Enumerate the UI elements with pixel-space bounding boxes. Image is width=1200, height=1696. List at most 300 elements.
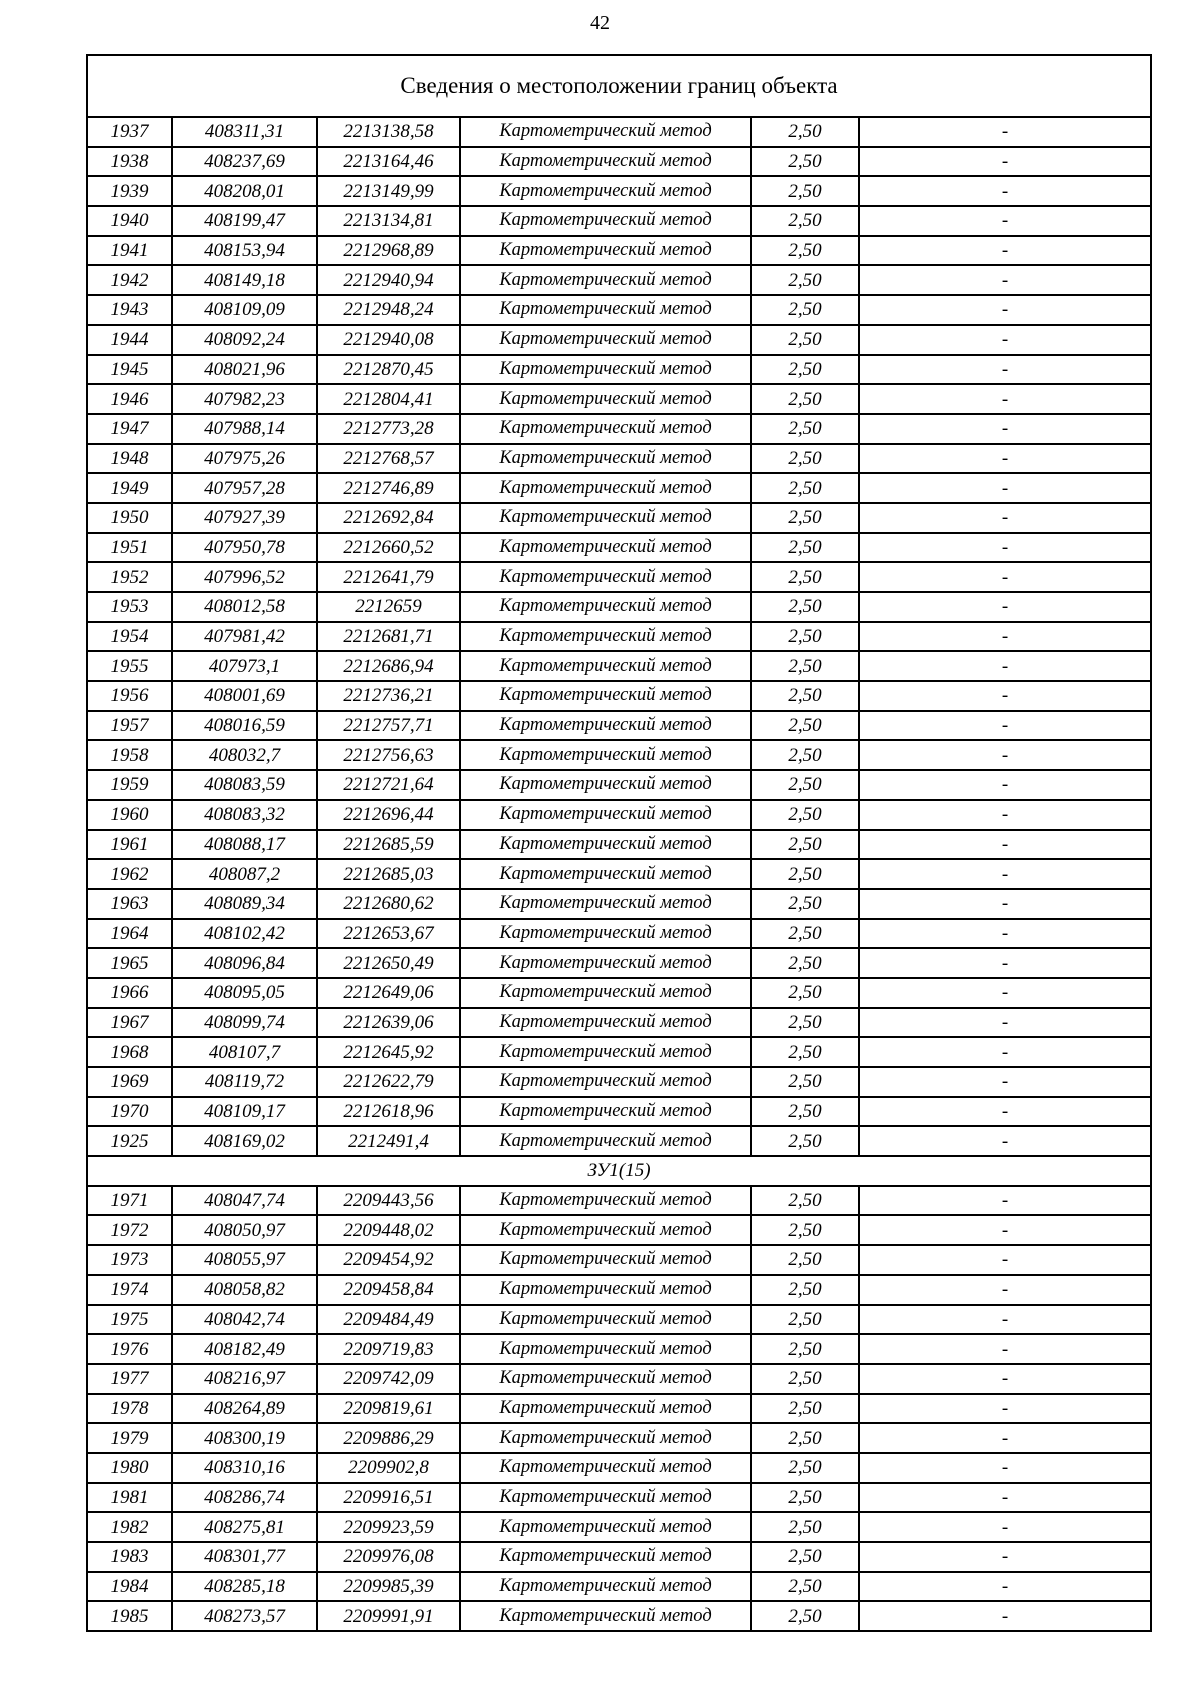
method-cell: Картометрический метод [460, 622, 751, 652]
y-coordinate-cell: 2212680,62 [317, 889, 460, 919]
method-cell: Картометрический метод [460, 651, 751, 681]
precision-cell: 2,50 [751, 1453, 859, 1483]
point-number-cell: 1973 [87, 1245, 172, 1275]
description-cell: - [859, 740, 1151, 770]
method-cell: Картометрический метод [460, 473, 751, 503]
y-coordinate-cell: 2209916,51 [317, 1483, 460, 1513]
precision-cell: 2,50 [751, 1037, 859, 1067]
method-cell: Картометрический метод [460, 978, 751, 1008]
point-number-cell: 1944 [87, 325, 172, 355]
description-cell: - [859, 622, 1151, 652]
method-cell: Картометрический метод [460, 1126, 751, 1156]
table-row [87, 236, 1151, 266]
point-number-cell: 1975 [87, 1305, 172, 1335]
x-coordinate-cell: 408102,42 [172, 919, 317, 949]
method-cell: Картометрический метод [460, 919, 751, 949]
precision-cell: 2,50 [751, 1186, 859, 1216]
precision-cell: 2,50 [751, 1126, 859, 1156]
point-number-cell: 1984 [87, 1572, 172, 1602]
description-cell: - [859, 355, 1151, 385]
precision-cell: 2,50 [751, 117, 859, 147]
description-cell: - [859, 681, 1151, 711]
method-cell: Картометрический метод [460, 444, 751, 474]
table-row [87, 117, 1151, 147]
precision-cell: 2,50 [751, 176, 859, 206]
y-coordinate-cell: 2212659 [317, 592, 460, 622]
description-cell: - [859, 1334, 1151, 1364]
x-coordinate-cell: 408083,32 [172, 800, 317, 830]
y-coordinate-cell: 2209443,56 [317, 1186, 460, 1216]
table-row [87, 1008, 1151, 1038]
table-row [87, 1305, 1151, 1335]
method-cell: Картометрический метод [460, 859, 751, 889]
method-cell: Картометрический метод [460, 800, 751, 830]
description-cell: - [859, 444, 1151, 474]
y-coordinate-cell: 2212757,71 [317, 711, 460, 741]
description-cell: - [859, 1572, 1151, 1602]
x-coordinate-cell: 407957,28 [172, 473, 317, 503]
point-number-cell: 1960 [87, 800, 172, 830]
x-coordinate-cell: 407981,42 [172, 622, 317, 652]
precision-cell: 2,50 [751, 681, 859, 711]
precision-cell: 2,50 [751, 533, 859, 563]
x-coordinate-cell: 408149,18 [172, 265, 317, 295]
method-cell: Картометрический метод [460, 176, 751, 206]
point-number-cell: 1972 [87, 1215, 172, 1245]
description-cell: - [859, 1453, 1151, 1483]
method-cell: Картометрический метод [460, 1542, 751, 1572]
point-number-cell: 1939 [87, 176, 172, 206]
precision-cell: 2,50 [751, 1364, 859, 1394]
method-cell: Картометрический метод [460, 1186, 751, 1216]
x-coordinate-cell: 408208,01 [172, 176, 317, 206]
point-number-cell: 1942 [87, 265, 172, 295]
precision-cell: 2,50 [751, 325, 859, 355]
x-coordinate-cell: 408182,49 [172, 1334, 317, 1364]
method-cell: Картометрический метод [460, 1037, 751, 1067]
y-coordinate-cell: 2212870,45 [317, 355, 460, 385]
description-cell: - [859, 414, 1151, 444]
table-row [87, 1423, 1151, 1453]
table-row [87, 1483, 1151, 1513]
description-cell: - [859, 384, 1151, 414]
y-coordinate-cell: 2212641,79 [317, 562, 460, 592]
table-row [87, 1542, 1151, 1572]
y-coordinate-cell: 2212650,49 [317, 948, 460, 978]
table-row [87, 1334, 1151, 1364]
method-cell: Картометрический метод [460, 533, 751, 563]
precision-cell: 2,50 [751, 1067, 859, 1097]
precision-cell: 2,50 [751, 711, 859, 741]
method-cell: Картометрический метод [460, 355, 751, 385]
y-coordinate-cell: 2212645,92 [317, 1037, 460, 1067]
precision-cell: 2,50 [751, 384, 859, 414]
precision-cell: 2,50 [751, 919, 859, 949]
method-cell: Картометрический метод [460, 948, 751, 978]
table-row [87, 889, 1151, 919]
method-cell: Картометрический метод [460, 265, 751, 295]
description-cell: - [859, 117, 1151, 147]
description-cell: - [859, 473, 1151, 503]
method-cell: Картометрический метод [460, 740, 751, 770]
x-coordinate-cell: 408311,31 [172, 117, 317, 147]
precision-cell: 2,50 [751, 1512, 859, 1542]
y-coordinate-cell: 2209484,49 [317, 1305, 460, 1335]
precision-cell: 2,50 [751, 889, 859, 919]
description-cell: - [859, 562, 1151, 592]
method-cell: Картометрический метод [460, 206, 751, 236]
y-coordinate-cell: 2212968,89 [317, 236, 460, 266]
y-coordinate-cell: 2213138,58 [317, 117, 460, 147]
description-cell: - [859, 1126, 1151, 1156]
x-coordinate-cell: 408096,84 [172, 948, 317, 978]
point-number-cell: 1977 [87, 1364, 172, 1394]
precision-cell: 2,50 [751, 770, 859, 800]
table-row [87, 444, 1151, 474]
table-row [87, 1364, 1151, 1394]
description-cell: - [859, 1394, 1151, 1424]
y-coordinate-cell: 2212756,63 [317, 740, 460, 770]
point-number-cell: 1950 [87, 503, 172, 533]
description-cell: - [859, 325, 1151, 355]
y-coordinate-cell: 2212639,06 [317, 1008, 460, 1038]
x-coordinate-cell: 407950,78 [172, 533, 317, 563]
precision-cell: 2,50 [751, 562, 859, 592]
y-coordinate-cell: 2212681,71 [317, 622, 460, 652]
x-coordinate-cell: 408089,34 [172, 889, 317, 919]
x-coordinate-cell: 408109,09 [172, 295, 317, 325]
table-row [87, 265, 1151, 295]
method-cell: Картометрический метод [460, 1483, 751, 1513]
x-coordinate-cell: 408301,77 [172, 1542, 317, 1572]
table-row [87, 1394, 1151, 1424]
y-coordinate-cell: 2209902,8 [317, 1453, 460, 1483]
description-cell: - [859, 1423, 1151, 1453]
precision-cell: 2,50 [751, 444, 859, 474]
method-cell: Картометрический метод [460, 1394, 751, 1424]
table-row [87, 562, 1151, 592]
x-coordinate-cell: 408273,57 [172, 1601, 317, 1631]
point-number-cell: 1961 [87, 830, 172, 860]
point-number-cell: 1952 [87, 562, 172, 592]
description-cell: - [859, 800, 1151, 830]
y-coordinate-cell: 2212660,52 [317, 533, 460, 563]
y-coordinate-cell: 2213164,46 [317, 147, 460, 177]
table-row [87, 147, 1151, 177]
y-coordinate-cell: 2212768,57 [317, 444, 460, 474]
method-cell: Картометрический метод [460, 1364, 751, 1394]
method-cell: Картометрический метод [460, 770, 751, 800]
y-coordinate-cell: 2212948,24 [317, 295, 460, 325]
precision-cell: 2,50 [751, 592, 859, 622]
table-row [87, 384, 1151, 414]
method-cell: Картометрический метод [460, 681, 751, 711]
point-number-cell: 1985 [87, 1601, 172, 1631]
description-cell: - [859, 265, 1151, 295]
table-title: Сведения о местоположении границ объекта [87, 55, 1151, 117]
table-row [87, 1186, 1151, 1216]
x-coordinate-cell: 408032,7 [172, 740, 317, 770]
table-row [87, 1453, 1151, 1483]
description-cell: - [859, 1483, 1151, 1513]
description-cell: - [859, 1275, 1151, 1305]
table-row [87, 770, 1151, 800]
precision-cell: 2,50 [751, 800, 859, 830]
x-coordinate-cell: 408300,19 [172, 1423, 317, 1453]
x-coordinate-cell: 408199,47 [172, 206, 317, 236]
description-cell: - [859, 1512, 1151, 1542]
y-coordinate-cell: 2209454,92 [317, 1245, 460, 1275]
point-number-cell: 1966 [87, 978, 172, 1008]
point-number-cell: 1976 [87, 1334, 172, 1364]
y-coordinate-cell: 2212685,59 [317, 830, 460, 860]
description-cell: - [859, 1305, 1151, 1335]
precision-cell: 2,50 [751, 622, 859, 652]
method-cell: Картометрический метод [460, 325, 751, 355]
x-coordinate-cell: 407982,23 [172, 384, 317, 414]
point-number-cell: 1943 [87, 295, 172, 325]
description-cell: - [859, 770, 1151, 800]
method-cell: Картометрический метод [460, 562, 751, 592]
precision-cell: 2,50 [751, 1245, 859, 1275]
y-coordinate-cell: 2212618,96 [317, 1097, 460, 1127]
x-coordinate-cell: 408088,17 [172, 830, 317, 860]
table-row [87, 919, 1151, 949]
precision-cell: 2,50 [751, 414, 859, 444]
method-cell: Картометрический метод [460, 592, 751, 622]
y-coordinate-cell: 2209448,02 [317, 1215, 460, 1245]
y-coordinate-cell: 2212746,89 [317, 473, 460, 503]
description-cell: - [859, 1067, 1151, 1097]
y-coordinate-cell: 2212649,06 [317, 978, 460, 1008]
y-coordinate-cell: 2209886,29 [317, 1423, 460, 1453]
x-coordinate-cell: 408099,74 [172, 1008, 317, 1038]
x-coordinate-cell: 408109,17 [172, 1097, 317, 1127]
description-cell: - [859, 592, 1151, 622]
y-coordinate-cell: 2212685,03 [317, 859, 460, 889]
method-cell: Картометрический метод [460, 236, 751, 266]
y-coordinate-cell: 2212773,28 [317, 414, 460, 444]
x-coordinate-cell: 408169,02 [172, 1126, 317, 1156]
x-coordinate-cell: 408083,59 [172, 770, 317, 800]
method-cell: Картометрический метод [460, 830, 751, 860]
table-row [87, 622, 1151, 652]
table-row [87, 1275, 1151, 1305]
table-row [87, 800, 1151, 830]
y-coordinate-cell: 2209923,59 [317, 1512, 460, 1542]
y-coordinate-cell: 2212736,21 [317, 681, 460, 711]
description-cell: - [859, 1542, 1151, 1572]
point-number-cell: 1980 [87, 1453, 172, 1483]
point-number-cell: 1955 [87, 651, 172, 681]
table-row [87, 503, 1151, 533]
description-cell: - [859, 1601, 1151, 1631]
precision-cell: 2,50 [751, 859, 859, 889]
description-cell: - [859, 1364, 1151, 1394]
point-number-cell: 1970 [87, 1097, 172, 1127]
x-coordinate-cell: 407975,26 [172, 444, 317, 474]
table-row [87, 295, 1151, 325]
x-coordinate-cell: 408286,74 [172, 1483, 317, 1513]
point-number-cell: 1925 [87, 1126, 172, 1156]
precision-cell: 2,50 [751, 948, 859, 978]
description-cell: - [859, 1215, 1151, 1245]
y-coordinate-cell: 2212491,4 [317, 1126, 460, 1156]
method-cell: Картометрический метод [460, 889, 751, 919]
x-coordinate-cell: 407996,52 [172, 562, 317, 592]
point-number-cell: 1963 [87, 889, 172, 919]
table-row [87, 978, 1151, 1008]
point-number-cell: 1981 [87, 1483, 172, 1513]
method-cell: Картометрический метод [460, 1008, 751, 1038]
x-coordinate-cell: 408042,74 [172, 1305, 317, 1335]
point-number-cell: 1940 [87, 206, 172, 236]
x-coordinate-cell: 408237,69 [172, 147, 317, 177]
description-cell: - [859, 295, 1151, 325]
method-cell: Картометрический метод [460, 1601, 751, 1631]
description-cell: - [859, 503, 1151, 533]
table-row [87, 592, 1151, 622]
method-cell: Картометрический метод [460, 1275, 751, 1305]
x-coordinate-cell: 408095,05 [172, 978, 317, 1008]
y-coordinate-cell: 2212692,84 [317, 503, 460, 533]
description-cell: - [859, 830, 1151, 860]
precision-cell: 2,50 [751, 1305, 859, 1335]
table-row [87, 1097, 1151, 1127]
x-coordinate-cell: 408050,97 [172, 1215, 317, 1245]
section-label-row [87, 1156, 1151, 1186]
table-title-row [87, 55, 1151, 117]
description-cell: - [859, 1245, 1151, 1275]
point-number-cell: 1937 [87, 117, 172, 147]
method-cell: Картометрический метод [460, 414, 751, 444]
table-row [87, 948, 1151, 978]
x-coordinate-cell: 408016,59 [172, 711, 317, 741]
section-label: ЗУ1(15) [87, 1156, 1151, 1186]
y-coordinate-cell: 2209991,91 [317, 1601, 460, 1631]
y-coordinate-cell: 2212940,08 [317, 325, 460, 355]
method-cell: Картометрический метод [460, 1572, 751, 1602]
description-cell: - [859, 1008, 1151, 1038]
y-coordinate-cell: 2213149,99 [317, 176, 460, 206]
point-number-cell: 1951 [87, 533, 172, 563]
point-number-cell: 1968 [87, 1037, 172, 1067]
table-row [87, 651, 1151, 681]
x-coordinate-cell: 408275,81 [172, 1512, 317, 1542]
point-number-cell: 1971 [87, 1186, 172, 1216]
precision-cell: 2,50 [751, 265, 859, 295]
precision-cell: 2,50 [751, 1601, 859, 1631]
y-coordinate-cell: 2212721,64 [317, 770, 460, 800]
table-row [87, 859, 1151, 889]
table-body [87, 55, 1151, 1631]
method-cell: Картометрический метод [460, 1067, 751, 1097]
precision-cell: 2,50 [751, 473, 859, 503]
x-coordinate-cell: 408087,2 [172, 859, 317, 889]
x-coordinate-cell: 408055,97 [172, 1245, 317, 1275]
precision-cell: 2,50 [751, 1215, 859, 1245]
x-coordinate-cell: 408216,97 [172, 1364, 317, 1394]
x-coordinate-cell: 408092,24 [172, 325, 317, 355]
method-cell: Картометрический метод [460, 147, 751, 177]
table-row [87, 1126, 1151, 1156]
precision-cell: 2,50 [751, 147, 859, 177]
table-row [87, 533, 1151, 563]
x-coordinate-cell: 408264,89 [172, 1394, 317, 1424]
precision-cell: 2,50 [751, 1423, 859, 1453]
table-row [87, 1572, 1151, 1602]
description-cell: - [859, 948, 1151, 978]
table-row [87, 414, 1151, 444]
precision-cell: 2,50 [751, 978, 859, 1008]
precision-cell: 2,50 [751, 206, 859, 236]
y-coordinate-cell: 2209985,39 [317, 1572, 460, 1602]
point-number-cell: 1978 [87, 1394, 172, 1424]
table-row [87, 711, 1151, 741]
boundary-coordinates-table [86, 54, 1152, 1632]
y-coordinate-cell: 2213134,81 [317, 206, 460, 236]
description-cell: - [859, 206, 1151, 236]
table-row [87, 355, 1151, 385]
method-cell: Картометрический метод [460, 1305, 751, 1335]
x-coordinate-cell: 408012,58 [172, 592, 317, 622]
x-coordinate-cell: 408107,7 [172, 1037, 317, 1067]
method-cell: Картометрический метод [460, 1512, 751, 1542]
point-number-cell: 1982 [87, 1512, 172, 1542]
x-coordinate-cell: 408153,94 [172, 236, 317, 266]
method-cell: Картометрический метод [460, 1453, 751, 1483]
precision-cell: 2,50 [751, 830, 859, 860]
precision-cell: 2,50 [751, 1394, 859, 1424]
precision-cell: 2,50 [751, 1483, 859, 1513]
point-number-cell: 1979 [87, 1423, 172, 1453]
x-coordinate-cell: 408058,82 [172, 1275, 317, 1305]
point-number-cell: 1941 [87, 236, 172, 266]
precision-cell: 2,50 [751, 1275, 859, 1305]
precision-cell: 2,50 [751, 1334, 859, 1364]
y-coordinate-cell: 2209719,83 [317, 1334, 460, 1364]
description-cell: - [859, 1037, 1151, 1067]
precision-cell: 2,50 [751, 236, 859, 266]
point-number-cell: 1947 [87, 414, 172, 444]
x-coordinate-cell: 408021,96 [172, 355, 317, 385]
point-number-cell: 1964 [87, 919, 172, 949]
point-number-cell: 1945 [87, 355, 172, 385]
x-coordinate-cell: 408119,72 [172, 1067, 317, 1097]
x-coordinate-cell: 408047,74 [172, 1186, 317, 1216]
point-number-cell: 1983 [87, 1542, 172, 1572]
x-coordinate-cell: 408001,69 [172, 681, 317, 711]
precision-cell: 2,50 [751, 651, 859, 681]
precision-cell: 2,50 [751, 295, 859, 325]
point-number-cell: 1957 [87, 711, 172, 741]
description-cell: - [859, 889, 1151, 919]
precision-cell: 2,50 [751, 355, 859, 385]
description-cell: - [859, 236, 1151, 266]
point-number-cell: 1969 [87, 1067, 172, 1097]
method-cell: Картометрический метод [460, 711, 751, 741]
table-row [87, 1067, 1151, 1097]
table-row [87, 681, 1151, 711]
x-coordinate-cell: 407973,1 [172, 651, 317, 681]
description-cell: - [859, 859, 1151, 889]
table-row [87, 325, 1151, 355]
table-row [87, 1245, 1151, 1275]
table-row [87, 1601, 1151, 1631]
y-coordinate-cell: 2212622,79 [317, 1067, 460, 1097]
method-cell: Картометрический метод [460, 1245, 751, 1275]
point-number-cell: 1954 [87, 622, 172, 652]
